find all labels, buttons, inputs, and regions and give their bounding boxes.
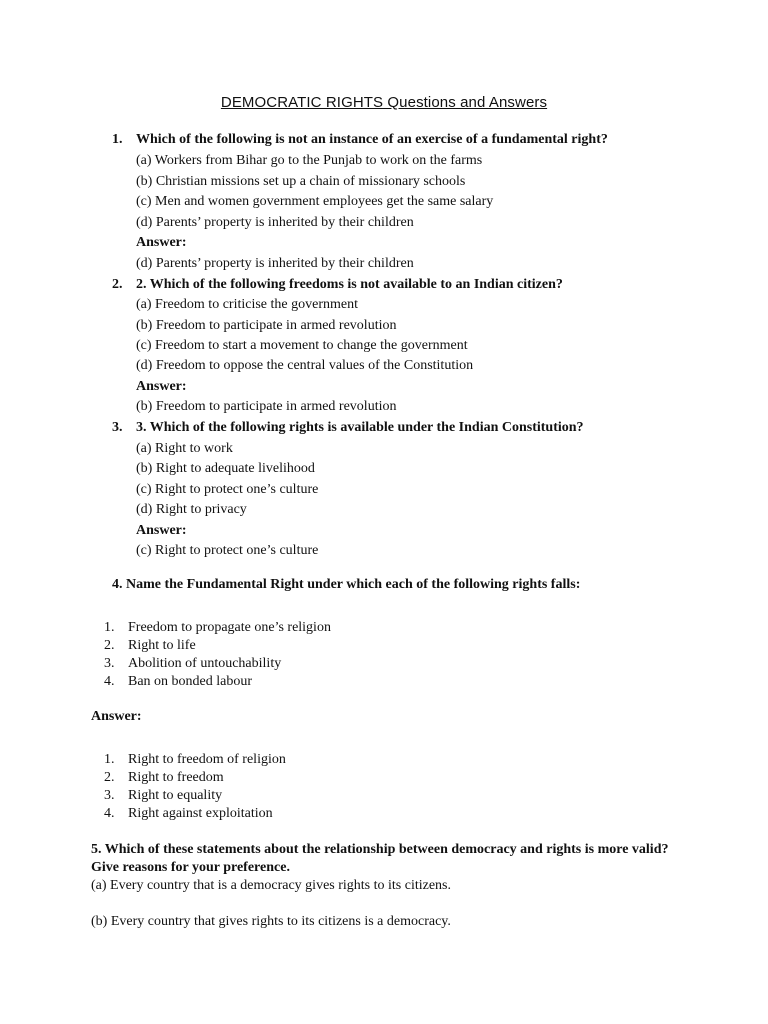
q4-item-4-number: 4. (104, 674, 115, 689)
q2-option-c: (c) Freedom to start a movement to change the government (136, 338, 468, 353)
list-item (104, 751, 286, 769)
q3-option-c: (c) Right to protect one’s culture (136, 482, 319, 497)
list-item (104, 787, 222, 805)
q2-option-d: (d) Freedom to oppose the central values of the Constitution (136, 358, 474, 373)
q4-item-1-text: Freedom to propagate one’s religion (128, 620, 331, 635)
q3-answer: (c) Right to protect one’s culture (136, 543, 319, 558)
question-3 (112, 419, 732, 437)
q2-answer-label: Answer: (136, 379, 187, 394)
question-4-text: 4. Name the Fundamental Right under which each of the following rights falls: (112, 577, 581, 592)
q3-option-d: (d) Right to privacy (136, 502, 247, 517)
list-item (104, 673, 252, 691)
q1-answer-label: Answer: (136, 235, 187, 250)
list-item (104, 805, 273, 823)
q4-answer-4-number: 4. (104, 806, 115, 821)
question-3-number: 3. (112, 420, 123, 435)
q1-option-b: (b) Christian missions set up a chain of missionary schools (136, 174, 466, 189)
q1-option-a: (a) Workers from Bihar go to the Punjab to work on the farms (136, 153, 483, 168)
list-item (104, 769, 224, 787)
q5-statement-a: (a) Every country that is a democracy gives rights to its citizens. (91, 878, 452, 893)
question-2-text: 2. Which of the following freedoms is not available to an Indian citizen? (136, 277, 563, 292)
q4-item-1-number: 1. (104, 620, 115, 635)
q5-statement-b: (b) Every country that gives rights to its citizens is a democracy. (91, 914, 451, 929)
q1-answer: (d) Parents’ property is inherited by their children (136, 256, 414, 271)
question-2 (112, 276, 732, 294)
list-item (104, 655, 281, 673)
q4-answer-3-number: 3. (104, 788, 115, 803)
q4-answer-1-text: Right to freedom of religion (128, 752, 286, 767)
q4-answer-4-text: Right against exploitation (128, 806, 273, 821)
question-1 (112, 131, 732, 149)
q2-option-a: (a) Freedom to criticise the government (136, 297, 358, 312)
q2-option-b: (b) Freedom to participate in armed revolution (136, 318, 397, 333)
list-item (104, 619, 331, 637)
question-3-text: 3. Which of the following rights is available under the Indian Constitution? (136, 420, 584, 435)
list-item (104, 637, 196, 655)
q1-option-c: (c) Men and women government employees get the same salary (136, 194, 494, 209)
q3-option-b: (b) Right to adequate livelihood (136, 461, 315, 476)
question-1-text: Which of the following is not an instance of an exercise of a fundamental right? (136, 132, 608, 147)
q4-item-2-number: 2. (104, 638, 115, 653)
page-title: DEMOCRATIC RIGHTS Questions and Answers (220, 94, 548, 111)
question-1-number: 1. (112, 132, 123, 147)
q4-answer-label: Answer: (91, 709, 142, 724)
q4-item-3-text: Abolition of untouchability (128, 656, 282, 671)
q4-answer-3-text: Right to equality (128, 788, 223, 803)
q1-option-d: (d) Parents’ property is inherited by their children (136, 215, 414, 230)
q4-item-4-text: Ban on bonded labour (128, 674, 253, 689)
q2-answer: (b) Freedom to participate in armed revolution (136, 399, 397, 414)
q4-answer-1-number: 1. (104, 752, 115, 767)
question-2-number: 2. (112, 277, 123, 292)
q3-option-a: (a) Right to work (136, 441, 233, 456)
q4-item-3-number: 3. (104, 656, 115, 671)
q3-answer-label: Answer: (136, 523, 187, 538)
q4-item-2-text: Right to life (128, 638, 196, 653)
q4-answer-2-number: 2. (104, 770, 115, 785)
question-5-text: 5. Which of these statements about the relationship between democracy and rights is more valid? Give reasons for your preference. (91, 842, 669, 875)
q4-answer-2-text: Right to freedom (128, 770, 224, 785)
